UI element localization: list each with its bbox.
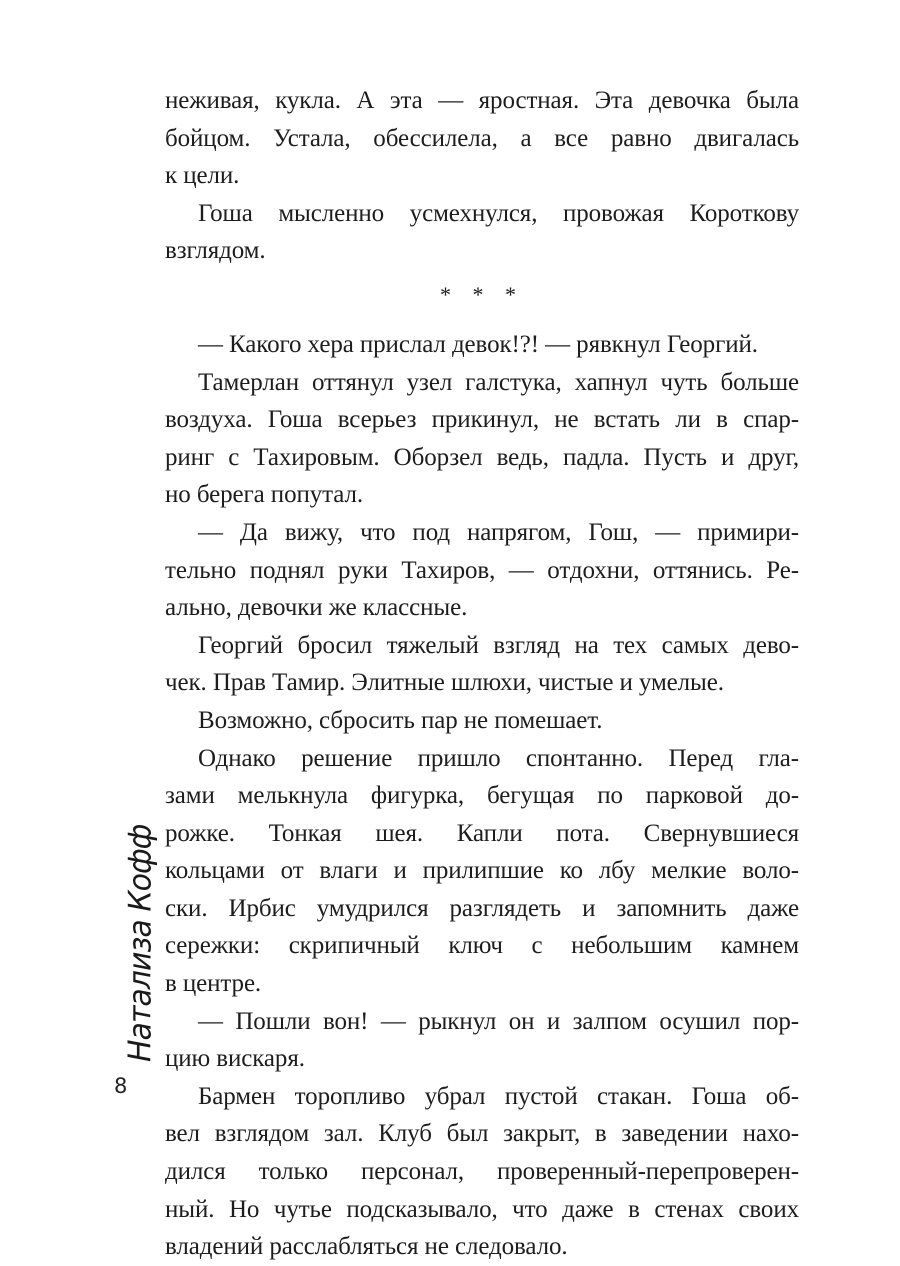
text-line: воздуха. Гоша всерьез прикинул, не встать ли в спар- — [165, 406, 799, 434]
text-line: в центре. — [165, 970, 262, 998]
text-line: — Да вижу, что под напрягом, Гош, — примири- — [198, 518, 799, 546]
text-line: ный. Но чутье подсказывало, что даже в стенах своих — [165, 1195, 799, 1223]
text-line: Гоша мысленно усмехнулся, провожая Короткову — [198, 199, 799, 227]
text-line: — Какого хера прислал девок!?! — рявкнул Георгий. — [198, 330, 758, 358]
author-running-head: Натализа Кофф — [122, 824, 159, 1062]
text-line: взглядом. — [165, 237, 266, 265]
scene-separator: * * * — [440, 281, 524, 307]
text-line: Тамерлан оттянул узел галстука, хапнул чуть больше — [198, 368, 799, 396]
text-line: Георгий бросил тяжелый взгляд на тех самых дево- — [198, 631, 799, 659]
text-line: чек. Прав Тамир. Элитные шлюхи, чистые и умелые. — [165, 669, 724, 697]
text-line: к цели. — [165, 162, 240, 190]
text-line: кольцами от влаги и прилипшие ко лбу мелкие воло- — [165, 857, 799, 885]
text-line: ски. Ирбис умудрился разглядеть и запомнить даже — [165, 894, 799, 922]
text-line: Однако решение пришло спонтанно. Перед гла- — [198, 744, 799, 772]
text-line: тельно поднял руки Тахиров, — отдохни, оттянись. Ре- — [165, 556, 799, 584]
text-line: рожке. Тонкая шея. Капли пота. Свернувшиеся — [165, 819, 799, 847]
text-line: но берега попутал. — [165, 481, 364, 509]
text-line: вел взглядом зал. Клуб был закрыт, в заведении нахо- — [165, 1120, 799, 1148]
text-line: Возможно, сбросить пар не помешает. — [198, 706, 603, 734]
body-text — [165, 82, 799, 1266]
text-line: бойцом. Устала, обессилела, а все равно двигалась — [165, 124, 799, 152]
text-line: ально, девочки же классные. — [165, 594, 468, 622]
text-line: Бармен торопливо убрал пустой стакан. Гоша об- — [198, 1082, 799, 1110]
text-line: — Пошли вон! — рыкнул он и залпом осушил пор- — [198, 1007, 799, 1035]
text-line: зами мелькнула фигурка, бегущая по парковой до- — [165, 782, 799, 810]
text-line: неживая, кукла. А эта — яростная. Эта девочка была — [165, 87, 799, 114]
text-line: владений расслабляться не следовало. — [165, 1233, 568, 1261]
text-line: цию вискаря. — [165, 1045, 305, 1073]
text-line: дился только персонал, проверенный-перепроверен- — [165, 1158, 799, 1186]
text-line: ринг с Тахировым. Оборзел ведь, падла. Пусть и друг, — [165, 443, 799, 471]
page-number: 8 — [114, 1074, 128, 1098]
text-line: сережки: скрипичный ключ с небольшим камнем — [165, 932, 799, 960]
